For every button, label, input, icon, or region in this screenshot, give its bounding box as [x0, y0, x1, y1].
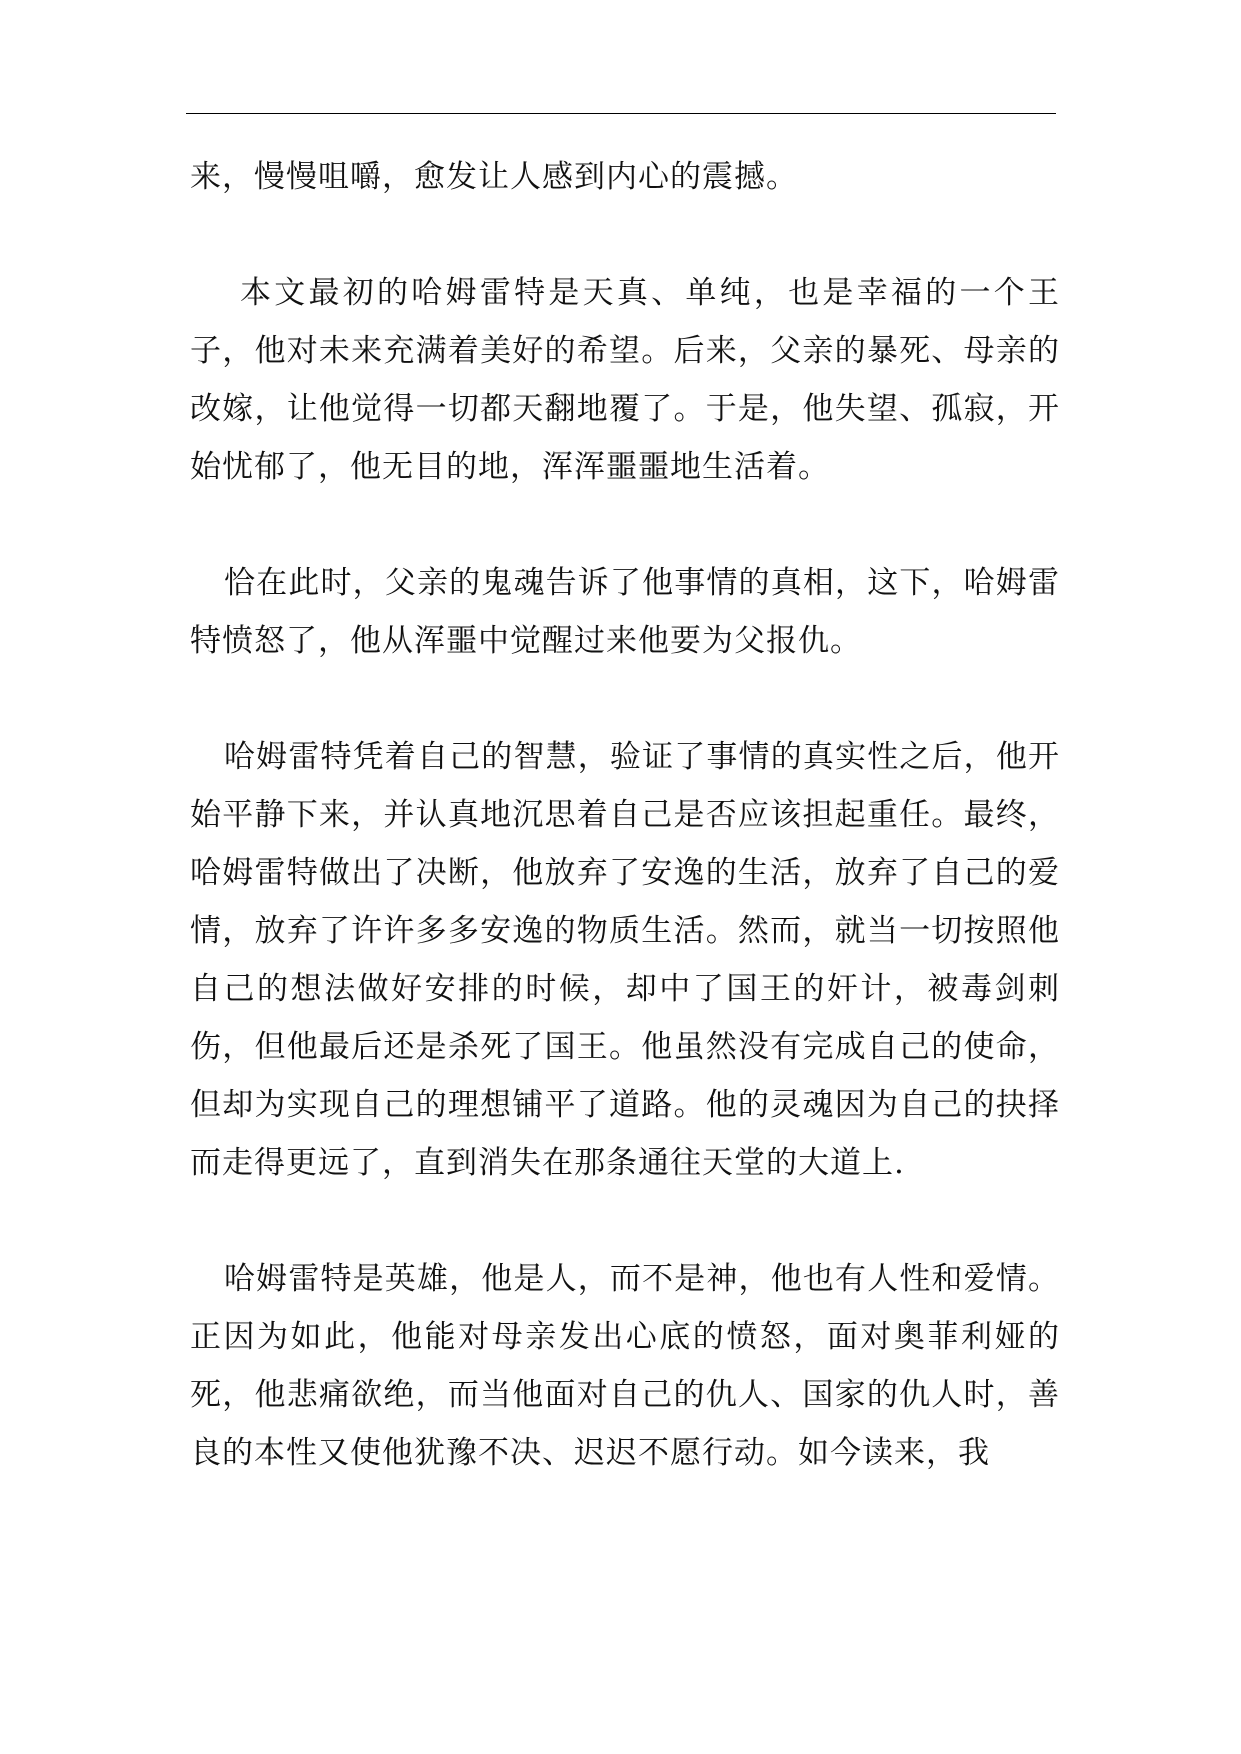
header-rule [186, 113, 1056, 114]
paragraph-3: 恰在此时，父亲的鬼魂告诉了他事情的真相，这下，哈姆雷特愤怒了，他从浑噩中觉醒过来他要为父报仇。 [190, 565, 1060, 659]
body-text [190, 148, 1060, 1482]
paragraph-1: 来，慢慢咀嚼，愈发让人感到内心的震撼。 [190, 159, 798, 195]
paragraph-5: 哈姆雷特是英雄，他是人，而不是神，他也有人性和爱情。正因为如此，他能对母亲发出心底的愤怒，面对奥菲利娅的死，他悲痛欲绝，而当他面对自己的仇人、国家的仇人时，善良的本性又使他犹豫不决、迟迟不愿行动。如今读来，我 [190, 1261, 1060, 1471]
paragraph-4: 哈姆雷特凭着自己的智慧，验证了事情的真实性之后，他开始平静下来，并认真地沉思着自己是否应该担起重任。最终，哈姆雷特做出了决断，他放弃了安逸的生活，放弃了自己的爱情，放弃了许许多多安逸的物质生活。然而，就当一切按照他自己的想法做好安排的时候，却中了国王的奸计，被毒剑刺伤，但他最后还是杀死了国王。他虽然没有完成自己的使命，但却为实现自己的理想铺平了道路。他的灵魂因为自己的抉择而走得更远了，直到消失在那条通往天堂的大道上. [190, 739, 1060, 1181]
paragraph-2: 本文最初的哈姆雷特是天真、单纯，也是幸福的一个王子，他对未来充满着美好的希望。后来，父亲的暴死、母亲的改嫁，让他觉得一切都天翻地覆了。于是，他失望、孤寂，开始忧郁了，他无目的地，浑浑噩噩地生活着。 [190, 275, 1060, 485]
